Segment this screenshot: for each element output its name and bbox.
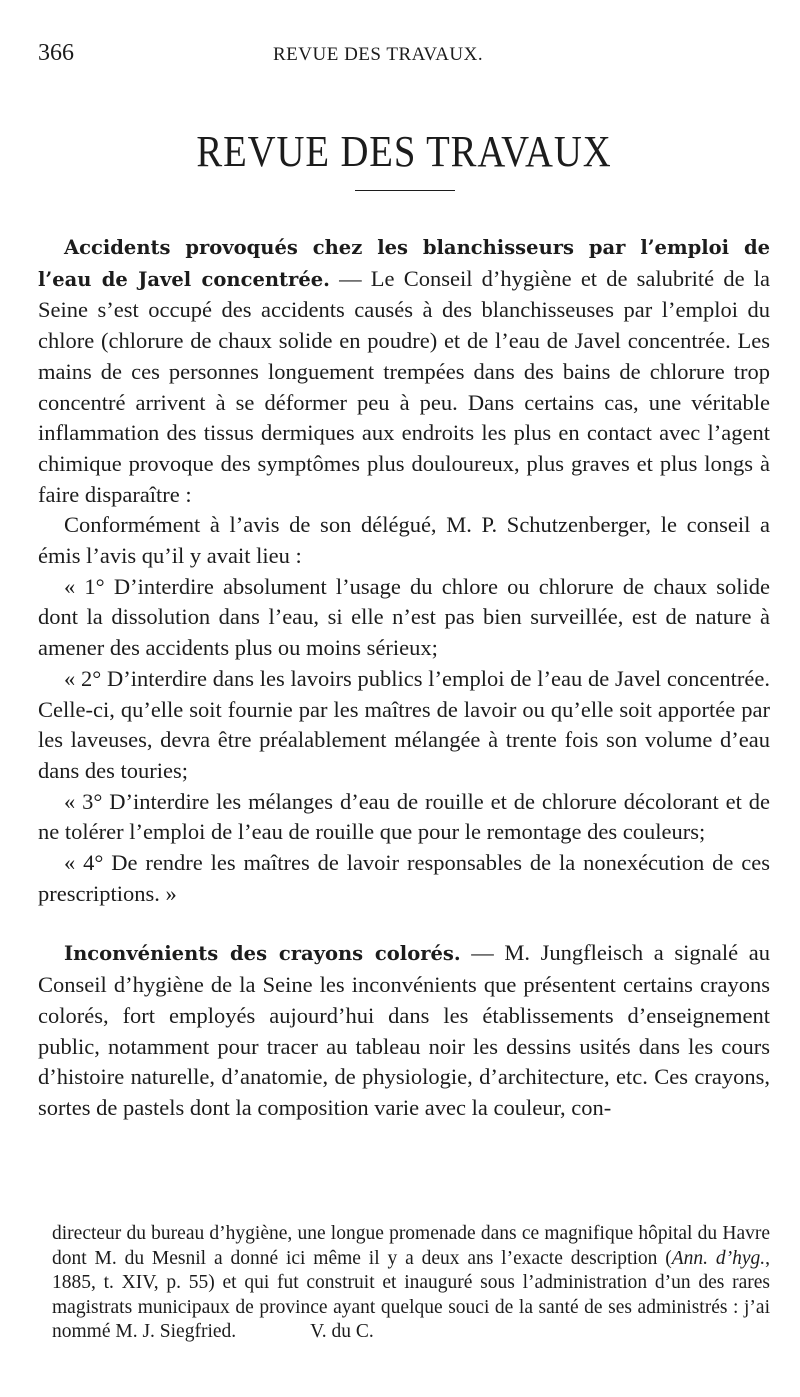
section-title: REVUE DES TRAVAUX <box>196 127 612 176</box>
page-number: 366 <box>38 40 74 66</box>
article-1-paragraph: Conformément à l’avis de son délégué, M. P. Schutzenberger, le conseil a émis l’avis qu’il y avait lieu : <box>38 512 770 569</box>
article-body <box>38 232 770 1124</box>
article-1-paragraph: « 1° D’interdire absolument l’usage du chlore ou chlorure de chaux solide dont la dissolution dans l’eau, si elle n’est pas bien surveillée, est de nature à amener des accidents plus ou moins sérieux; <box>38 573 770 661</box>
article-1-paragraph: « 2° D’interdire dans les lavoirs publics l’emploi de l’eau de Javel concentrée. Celle-ci, qu’elle soit fournie par les maîtres de lavoir ou qu’elle soit apportée par les laveuses, devra être préalablement mélangée à trente fois son volume d’eau dans des touries; <box>38 665 770 783</box>
footnote-text <box>52 1222 770 1345</box>
article-2-lead-paragraph <box>38 938 770 1123</box>
footnote-signature: V. du C. <box>310 1321 374 1342</box>
running-title: REVUE DES TRAVAUX. <box>273 44 484 65</box>
article-2-heading: Inconvénients des crayons colorés. <box>64 942 461 966</box>
article-1-paragraph: « 3° D’interdire les mélanges d’eau de rouille et de chlorure décolorant et de ne tolérer l’emploi de l’eau de rouille que pour le remontage des couleurs; <box>38 788 770 845</box>
footnote-text-start: directeur du bureau d’hygiène, une longue promenade dans ce magnifique hôpital du Havre dont M. du Mesnil a donné ici même il y a deux ans l’exacte description ( <box>52 1223 770 1269</box>
article-1-lead-paragraph <box>38 232 770 510</box>
article-1-lead-text: — Le Conseil d’hygiène et de salubrité de la Seine s’est occupé des accidents causés à des blanchisseuses par l’emploi du chlore (chlorure de chaux solide en poudre) et de l’eau de Javel concentrée. Les mains de ces personnes longuement trempées dans des bains de chlorure trop concentré arrivent à se déformer peu à peu. Dans certains cas, une véritable inflammation des tissus dermiques aux endroits les plus en contact avec l’agent chimique provoque des symptômes plus douloureux, plus graves et plus longs à faire disparaître : <box>38 265 770 507</box>
footnote-text-end: , 1885, t. XIV, p. 55) et qui fut construit et inauguré sous l’administration d’un des rares magistrats municipaux de province ayant quelque souci de la santé de ses administrés : j’ai nommé M. J. Siegfried. <box>52 1247 770 1342</box>
title-rule <box>355 190 455 191</box>
article-1-heading: Accidents provoqués chez les blanchisseurs par l’emploi de l’eau de Javel concentrée. <box>38 236 770 291</box>
article-2-lead-text: — M. Jungfleisch a signalé au Conseil d’hygiène de la Seine les inconvénients que présentent certains crayons colorés, fort employés aujourd’hui dans les établissements d’enseignement public, notamment pour tracer au tableau noir les dessins usités dans les cours d’histoire naturelle, d’anatomie, de physiologie, d’architecture, etc. Ces crayons, sortes de pastels dont la composition varie avec la couleur, con- <box>38 940 770 1120</box>
footnote <box>52 1222 770 1345</box>
running-header <box>38 40 770 74</box>
footnote-citation-title: Ann. d’hyg. <box>671 1247 766 1269</box>
article-1-paragraph: « 4° De rendre les maîtres de lavoir responsables de la nonexécution de ces prescriptions. » <box>38 850 770 906</box>
